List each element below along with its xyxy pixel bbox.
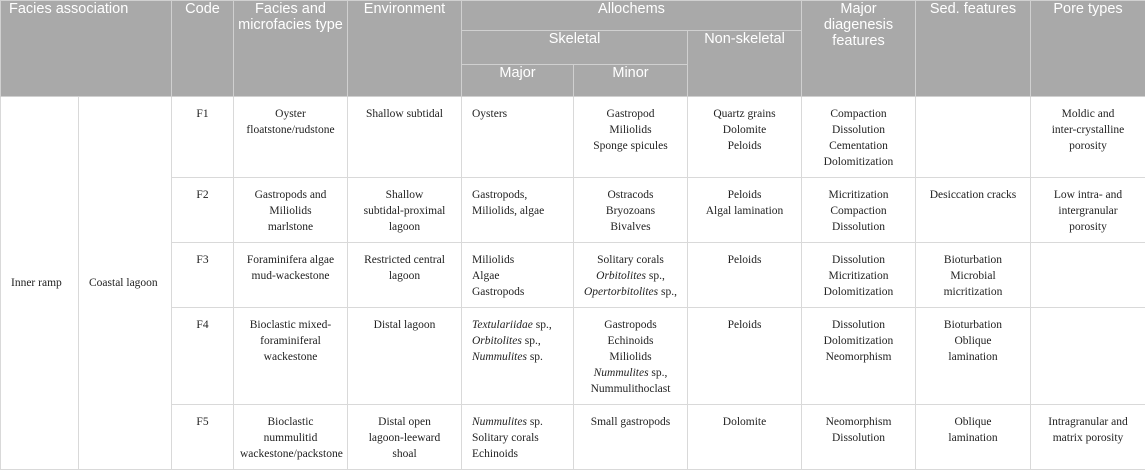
cell-line: [472, 203, 567, 219]
cell-line: Dissolution: [808, 219, 909, 235]
cell-line: lagoon: [354, 219, 455, 235]
cell-text: Echinoids: [472, 448, 518, 460]
cell-line: lamination: [922, 430, 1024, 446]
cell-line: [580, 414, 681, 430]
diagenesis-cell: [802, 243, 916, 308]
diagenesis-cell: [802, 97, 916, 178]
cell-text: sp.,: [533, 319, 552, 331]
pore-types-cell: [1031, 178, 1145, 243]
table-row: [1, 178, 1145, 243]
cell-line: Low intra- and: [1037, 187, 1139, 203]
cell-line: Dissolution: [808, 252, 909, 268]
cell-text: Bivalves: [610, 221, 650, 233]
diagenesis-cell: [802, 178, 916, 243]
header-minor: Minor: [574, 65, 688, 97]
header-facies-association: Facies association: [1, 1, 172, 97]
cell-line: [580, 138, 681, 154]
cell-line: Dolomite: [694, 122, 795, 138]
cell-line: Cementation: [808, 138, 909, 154]
diagenesis-cell: [802, 405, 916, 470]
cell-line: micritization: [922, 284, 1024, 300]
sed-features-cell: [916, 405, 1031, 470]
cell-line: nummulitid: [240, 430, 341, 446]
cell-line: Oblique: [922, 333, 1024, 349]
cell-line: Oblique: [922, 414, 1024, 430]
code-cell: F2: [172, 178, 234, 243]
cell-line: subtidal-proximal: [354, 203, 455, 219]
code-cell: F3: [172, 243, 234, 308]
cell-line: [472, 414, 567, 430]
code-cell: F1: [172, 97, 234, 178]
facies-type-cell: [234, 97, 348, 178]
cell-line: [580, 317, 681, 333]
cell-text: sp.,: [646, 270, 665, 282]
cell-line: Dissolution: [808, 317, 909, 333]
cell-line: porosity: [1037, 219, 1139, 235]
taxon-name: Nummulites: [472, 416, 527, 428]
header-sed-features: Sed. features: [916, 1, 1031, 97]
cell-line: Desiccation cracks: [922, 187, 1024, 203]
cell-line: Bioturbation: [922, 252, 1024, 268]
facies-association-ramp: Inner ramp: [1, 97, 79, 470]
cell-line: [472, 106, 567, 122]
diagenesis-cell: [802, 308, 916, 405]
major-skeletal-cell: [462, 97, 574, 178]
cell-line: Moldic and: [1037, 106, 1139, 122]
cell-line: wackestone/packstone: [240, 446, 341, 462]
cell-line: [580, 122, 681, 138]
header-environment: Environment: [348, 1, 462, 97]
non-skeletal-cell: [688, 308, 802, 405]
cell-line: Oyster: [240, 106, 341, 122]
cell-line: lagoon-leeward: [354, 430, 455, 446]
cell-line: Peloids: [694, 138, 795, 154]
taxon-name: Opertorbitolites: [584, 286, 658, 298]
cell-line: Quartz grains: [694, 106, 795, 122]
cell-text: Miliolids: [609, 351, 651, 363]
cell-line: Distal open: [354, 414, 455, 430]
table-row: [1, 243, 1145, 308]
environment-cell: [348, 308, 462, 405]
cell-line: foraminiferal: [240, 333, 341, 349]
cell-line: [580, 219, 681, 235]
cell-line: Dolomite: [694, 414, 795, 430]
header-facies-type: Facies and microfacies type: [234, 1, 348, 97]
cell-line: Bioclastic mixed-: [240, 317, 341, 333]
cell-line: inter-crystalline: [1037, 122, 1139, 138]
code-cell: F4: [172, 308, 234, 405]
cell-text: Miliolids: [609, 124, 651, 136]
facies-association-setting: Coastal lagoon: [79, 97, 172, 470]
pore-types-cell: [1031, 243, 1145, 308]
header-code: Code: [172, 1, 234, 97]
cell-text: Small gastropods: [591, 416, 671, 428]
cell-line: Restricted central: [354, 252, 455, 268]
cell-line: Miliolids: [240, 203, 341, 219]
cell-text: Gastropods,: [472, 189, 527, 201]
table-row: [1, 97, 1145, 178]
cell-line: [580, 284, 681, 300]
cell-line: Dolomitization: [808, 154, 909, 170]
cell-line: [472, 268, 567, 284]
major-skeletal-cell: [462, 405, 574, 470]
minor-skeletal-cell: [574, 405, 688, 470]
cell-line: matrix porosity: [1037, 430, 1139, 446]
facies-type-cell: [234, 405, 348, 470]
cell-text: Miliolids, algae: [472, 205, 544, 217]
cell-line: Neomorphism: [808, 349, 909, 365]
cell-line: [472, 349, 567, 365]
cell-line: [472, 333, 567, 349]
minor-skeletal-cell: [574, 243, 688, 308]
cell-text: sp.,: [658, 286, 677, 298]
cell-line: Compaction: [808, 203, 909, 219]
cell-text: sp.,: [522, 335, 541, 347]
cell-text: sp.,: [649, 367, 668, 379]
pore-types-cell: [1031, 405, 1145, 470]
cell-line: Dolomitization: [808, 333, 909, 349]
cell-text: sp.: [527, 351, 543, 363]
pore-types-cell: [1031, 308, 1145, 405]
minor-skeletal-cell: [574, 178, 688, 243]
cell-line: [472, 430, 567, 446]
cell-text: Bryozoans: [606, 205, 655, 217]
environment-cell: [348, 97, 462, 178]
major-skeletal-cell: [462, 243, 574, 308]
major-skeletal-cell: [462, 308, 574, 405]
cell-line: Compaction: [808, 106, 909, 122]
cell-text: sp.: [527, 416, 543, 428]
cell-line: [580, 203, 681, 219]
major-skeletal-cell: [462, 178, 574, 243]
cell-line: [580, 106, 681, 122]
table-header: [1, 1, 1145, 97]
cell-text: Miliolids: [472, 254, 514, 266]
header-major: Major: [462, 65, 574, 97]
cell-line: [580, 187, 681, 203]
cell-line: shoal: [354, 446, 455, 462]
environment-cell: [348, 178, 462, 243]
cell-line: [580, 365, 681, 381]
cell-line: [580, 252, 681, 268]
cell-line: Dolomitization: [808, 284, 909, 300]
cell-text: Ostracods: [608, 189, 654, 201]
cell-line: Micritization: [808, 187, 909, 203]
cell-line: Peloids: [694, 252, 795, 268]
sed-features-cell: [916, 308, 1031, 405]
non-skeletal-cell: [688, 243, 802, 308]
cell-line: [472, 284, 567, 300]
cell-line: [472, 446, 567, 462]
cell-line: Intragranular and: [1037, 414, 1139, 430]
cell-line: mud-wackestone: [240, 268, 341, 284]
cell-line: intergranular: [1037, 203, 1139, 219]
non-skeletal-cell: [688, 178, 802, 243]
header-skeletal: Skeletal: [462, 31, 688, 65]
cell-line: Bioclastic: [240, 414, 341, 430]
header-diagenesis: Major diagenesis features: [802, 1, 916, 97]
cell-text: Oysters: [472, 108, 507, 120]
cell-line: Peloids: [694, 317, 795, 333]
header-pore-types: Pore types: [1031, 1, 1145, 97]
sed-features-cell: [916, 178, 1031, 243]
cell-text: Algae: [472, 270, 499, 282]
cell-line: Peloids: [694, 187, 795, 203]
non-skeletal-cell: [688, 405, 802, 470]
cell-line: Dissolution: [808, 430, 909, 446]
taxon-name: Nummulites: [594, 367, 649, 379]
cell-line: Algal lamination: [694, 203, 795, 219]
facies-type-cell: [234, 308, 348, 405]
cell-line: [472, 317, 567, 333]
cell-line: Gastropods and: [240, 187, 341, 203]
cell-line: Micritization: [808, 268, 909, 284]
table-body: [1, 97, 1145, 470]
cell-line: Dissolution: [808, 122, 909, 138]
pore-types-cell: [1031, 97, 1145, 178]
code-cell: F5: [172, 405, 234, 470]
cell-line: [580, 349, 681, 365]
cell-line: Foraminifera algae: [240, 252, 341, 268]
cell-line: Neomorphism: [808, 414, 909, 430]
non-skeletal-cell: [688, 97, 802, 178]
taxon-name: Orbitolites: [596, 270, 646, 282]
cell-line: Shallow subtidal: [354, 106, 455, 122]
cell-line: [580, 268, 681, 284]
header-allochems: Allochems: [462, 1, 802, 31]
minor-skeletal-cell: [574, 308, 688, 405]
table-row: [1, 405, 1145, 470]
environment-cell: [348, 243, 462, 308]
cell-line: [472, 252, 567, 268]
cell-text: Gastropods: [604, 319, 656, 331]
cell-text: Sponge spicules: [593, 140, 667, 152]
cell-line: porosity: [1037, 138, 1139, 154]
table-row: [1, 308, 1145, 405]
cell-line: wackestone: [240, 349, 341, 365]
cell-line: floatstone/rudstone: [240, 122, 341, 138]
taxon-name: Orbitolites: [472, 335, 522, 347]
cell-text: Gastropod: [607, 108, 655, 120]
cell-line: [580, 381, 681, 397]
cell-line: lagoon: [354, 268, 455, 284]
cell-text: Gastropods: [472, 286, 524, 298]
sed-features-cell: [916, 243, 1031, 308]
taxon-name: Textulariidae: [472, 319, 533, 331]
cell-text: Echinoids: [608, 335, 654, 347]
environment-cell: [348, 405, 462, 470]
sed-features-cell: [916, 97, 1031, 178]
cell-line: [472, 187, 567, 203]
cell-line: Shallow: [354, 187, 455, 203]
cell-text: Nummulithoclast: [591, 383, 671, 395]
cell-line: marlstone: [240, 219, 341, 235]
cell-line: Bioturbation: [922, 317, 1024, 333]
cell-text: Solitary corals: [597, 254, 664, 266]
taxon-name: Nummulites: [472, 351, 527, 363]
header-non-skeletal: Non-skeletal: [688, 31, 802, 97]
cell-text: Solitary corals: [472, 432, 539, 444]
facies-type-cell: [234, 178, 348, 243]
cell-line: lamination: [922, 349, 1024, 365]
cell-line: Microbial: [922, 268, 1024, 284]
minor-skeletal-cell: [574, 97, 688, 178]
cell-line: Distal lagoon: [354, 317, 455, 333]
cell-line: [580, 333, 681, 349]
facies-type-cell: [234, 243, 348, 308]
